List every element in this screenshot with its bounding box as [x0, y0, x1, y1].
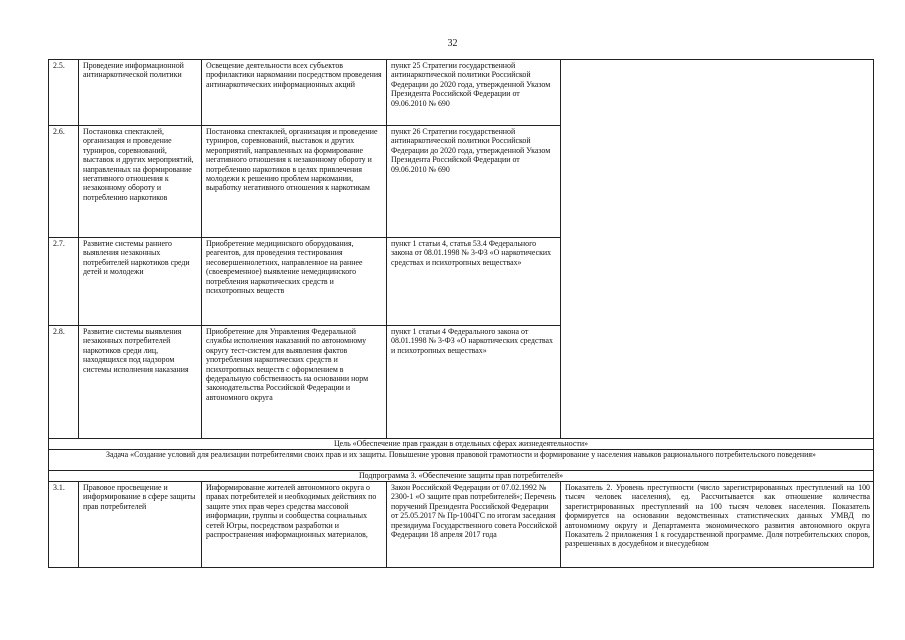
measure-content: Приобретение для Управления Федеральной службы исполнения наказаний по автономному округу тест-систем для выявления фактов употребления наркотических средств и психотропных веществ с оформлением в федеральную собственность на основании норм законодательства Российской Федерации и автономного округа: [202, 326, 387, 439]
measure-content: Информирование жителей автономного округа о правах потребителей и необходимых действиях по защите этих прав через средства массовой информации, группы и сообщества социальных сетей Югры, посредством разработки и распространения информационных материалов,: [202, 482, 387, 568]
subprogram-heading: Подпрограмма 3. «Обеспечение защиты прав потребителей»: [49, 471, 874, 482]
legal-basis: Закон Российской Федерации от 07.02.1992 № 2300-1 «О защите прав потребителей»; Перечень поручений Президента Российской Федерации от 25.05.2017 № Пр-1004ГС по итогам заседания президиума Государственного совета Российской Федерации 18 апреля 2017 года: [387, 482, 561, 568]
task-row: [49, 450, 874, 471]
row-number: 2.8.: [49, 326, 79, 439]
legal-basis: пункт 1 статьи 4 Федерального закона от 08.01.1998 № 3-ФЗ «О наркотических средствах и психотропных веществах»: [387, 326, 561, 439]
row-number: 2.6.: [49, 126, 79, 238]
legal-basis: пункт 26 Стратегии государственной антинаркотической политики Российской Федерации до 2020 года, утвержденной Указом Президента Российской Федерации от 09.06.2010 № 690: [387, 126, 561, 238]
measure-content: Освещение деятельности всех субъектов профилактики наркомании посредством проведения антинаркотических информационных акций: [202, 60, 387, 126]
program-table: [48, 59, 874, 568]
page-number: 32: [447, 38, 458, 49]
table-row: [49, 60, 874, 126]
legal-basis: пункт 1 статьи 4, статья 53.4 Федерального закона от 08.01.1998 № 3-ФЗ «О наркотических средствах и психотропных веществах»: [387, 238, 561, 326]
measure-name: Развитие системы выявления незаконных потребителей наркотиков среди лиц, находящихся под надзором системы исполнения наказания: [79, 326, 202, 439]
table-row: [49, 482, 874, 568]
legal-basis: пункт 25 Стратегии государственной антинаркотической политики Российской Федерации до 2020 года, утвержденной Указом Президента Российской Федерации от 09.06.2010 № 690: [387, 60, 561, 126]
measure-name: Развитие системы раннего выявления незаконных потребителей наркотиков среди детей и молодежи: [79, 238, 202, 326]
indicator-cell: [561, 60, 874, 439]
goal-row: [49, 439, 874, 450]
measure-name: Проведение информационной антинаркотической политики: [79, 60, 202, 126]
subprogram-row: [49, 471, 874, 482]
measure-content: Постановка спектаклей, организация и проведение турниров, соревнований, выставок и других мероприятий, направленных на формирование негативного отношения к незаконному обороту и потреблению наркотиков в целях привлечения молодежи к решению проблем наркомании, выработку негативного отношения к наркотикам: [202, 126, 387, 238]
task-heading: Задача «Создание условий для реализации потребителями своих прав и их защиты. Повышение уровня правовой грамотности и формирование у населения навыков рационального потребительского поведения»: [49, 450, 874, 471]
row-number: 3.1.: [49, 482, 79, 568]
measure-content: Приобретение медицинского оборудования, реагентов, для проведения тестирования несовершеннолетних, направленное на раннее (своевременное) выявление немедицинского потребления наркотических средств и психотропных веществ: [202, 238, 387, 326]
goal-heading: Цель «Обеспечение прав граждан в отдельных сферах жизнедеятельности»: [49, 439, 874, 450]
indicator-text: Показатель 2. Уровень преступности (число зарегистрированных преступлений на 100 тысяч человек населения), ед. Рассчитывается как отношение количества зарегистрированных преступлений на 100 тысяч человек населения. Показатель формируется на основании ведомственных статистических данных УМВД по автономному округу и Департамента экономического развития автономного округа Показатель 2 приложения 1 к государственной программе. Доля потребительских споров, разрешенных в досудебном и внесудебном: [561, 482, 874, 568]
row-number: 2.5.: [49, 60, 79, 126]
measure-name: Постановка спектаклей, организация и проведение турниров, соревнований, выставок и других мероприятий, направленных на формирование негативного отношения к незаконному обороту и потреблению наркотиков: [79, 126, 202, 238]
row-number: 2.7.: [49, 238, 79, 326]
measure-name: Правовое просвещение и информирование в сфере защиты прав потребителей: [79, 482, 202, 568]
